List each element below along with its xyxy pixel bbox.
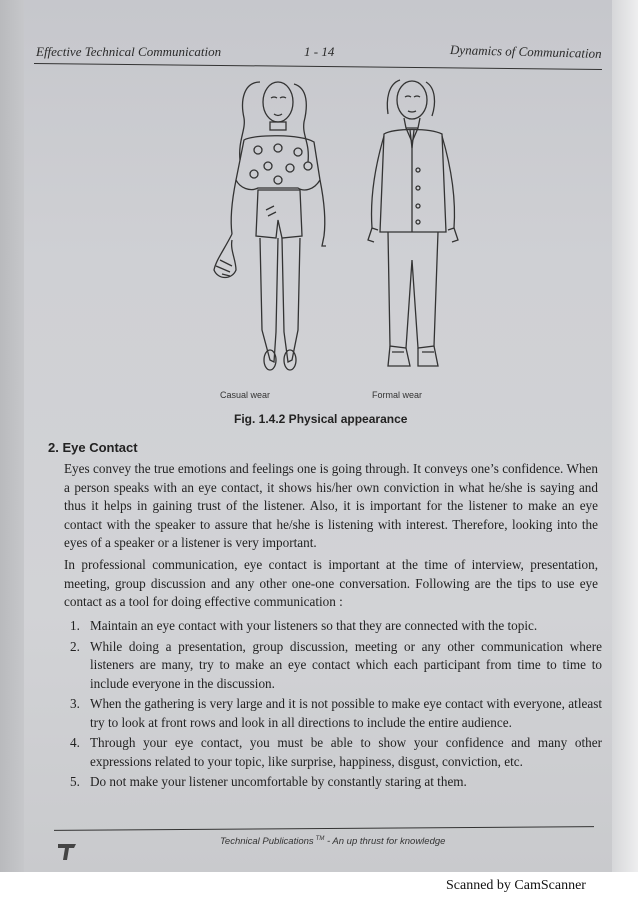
section-heading: 2. Eye Contact (48, 440, 138, 455)
tip-text: While doing a presentation, group discussion, meeting or any other communication where listeners are many, try to make an eye contact which each participant from time to time to include everyone in the discussion. (90, 638, 602, 691)
tip-item (50, 617, 602, 636)
footer-rule (54, 826, 594, 831)
formal-wear-drawing (368, 80, 458, 366)
page-edge-left (0, 0, 24, 872)
figure-illustration (174, 70, 474, 400)
casual-wear-drawing (214, 82, 326, 370)
book-page (24, 0, 612, 872)
header-rule (34, 63, 602, 70)
tips-list (50, 617, 602, 794)
tip-text: Maintain an eye contact with your listeners so that they are connected with the topic. (90, 618, 538, 633)
footer-trademark: TM (315, 836, 325, 842)
footer-publisher (220, 836, 445, 847)
tip-number: 2. (70, 638, 80, 654)
figure-caption: Fig. 1.4.2 Physical appearance (234, 412, 408, 426)
publisher-logo-icon (56, 840, 78, 862)
tip-item (50, 734, 602, 771)
page-edge-right (612, 0, 638, 872)
header-book-title: Effective Technical Communication (36, 44, 222, 59)
tip-number: 4. (70, 735, 80, 750)
tip-item (50, 773, 602, 792)
tip-text: Through your eye contact, you must be able to show your confidence and many other expressions related to your topic, like surprise, happiness, disgust, conviction, etc. (90, 735, 602, 769)
formal-wear-label: Formal wear (372, 390, 423, 400)
paragraph-professional: In professional communication, eye contact is important at the time of interview, presentation, meeting, group discussion and any other one-one conversation. Following are the tips to use eye contact as a tool for doing effective communication : (64, 557, 598, 609)
tip-number: 3. (70, 696, 80, 711)
footer-publisher-name: Technical Publications (220, 836, 314, 848)
tip-item (50, 638, 602, 694)
footer-tagline: - An up thrust for knowledge (324, 836, 446, 848)
scanner-watermark: Scanned by CamScanner (446, 878, 586, 893)
header-chapter-title: Dynamics of Communication (450, 42, 603, 61)
tip-number: 5. (70, 774, 80, 789)
casual-wear-label: Casual wear (220, 390, 271, 400)
paragraph-intro: Eyes convey the true emotions and feelings one is going through. It conveys one’s confidence. When a person speaks with an eye contact, it shows his/her own conviction in what he/she is saying and thus it helps in gaining trust of the listener. Also, it is important for the listener to make an eye contact with the speaker to assure that he/she is listening with interest. Therefore, looking into the eyes of a speaker or a listener is very important. (64, 461, 598, 550)
tip-number: 1. (70, 618, 80, 633)
header-page-number: 1 - 14 (304, 44, 335, 59)
tip-item (50, 695, 602, 732)
running-header (36, 42, 603, 62)
tip-text: Do not make your listener uncomfortable by constantly staring at them. (90, 774, 467, 789)
tip-text: When the gathering is very large and it is not possible to make eye contact with everyone, atleast try to look at front rows and look in all directions to include the entire audience. (90, 696, 602, 730)
